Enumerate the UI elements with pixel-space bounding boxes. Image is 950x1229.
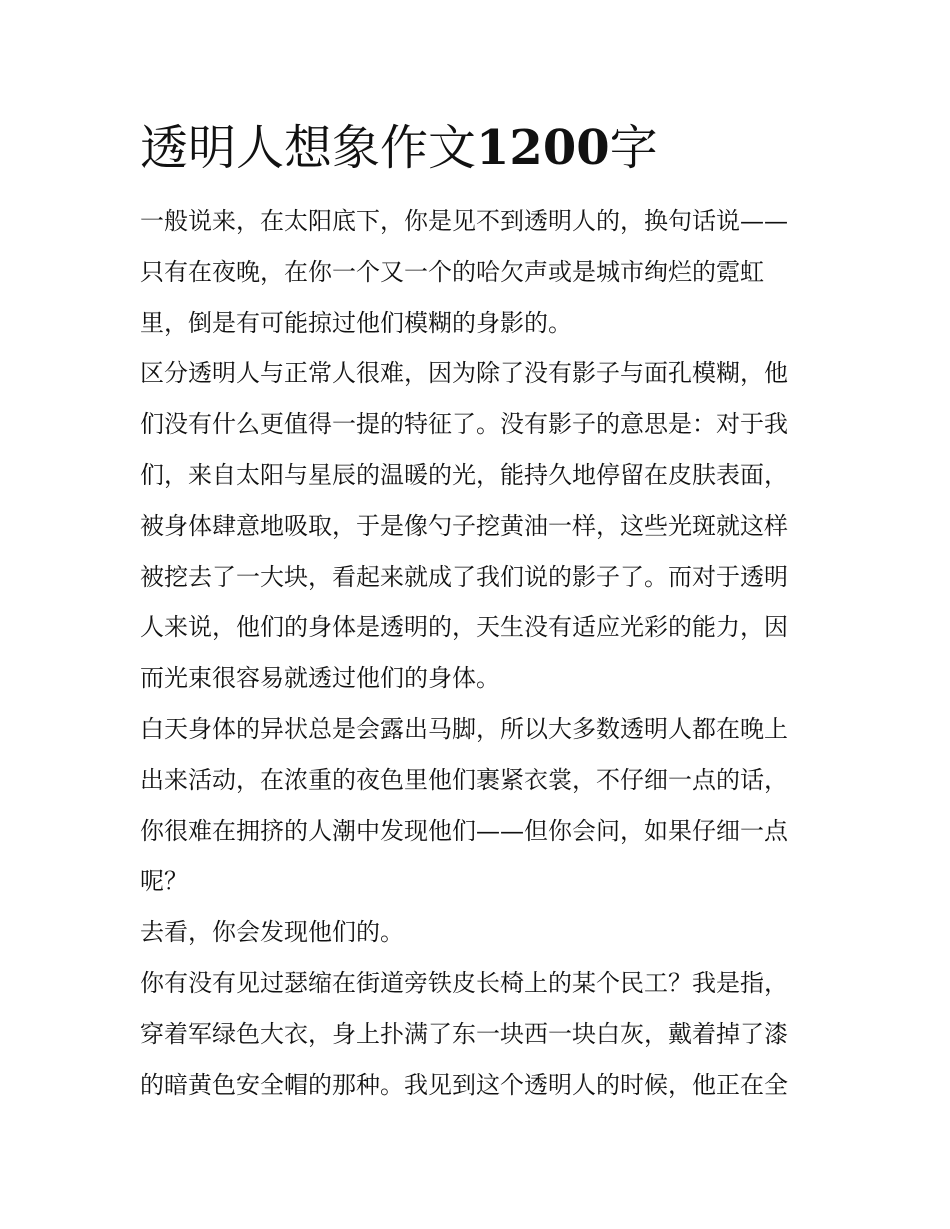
text-line: 一般说来，在太阳底下，你是见不到透明人的，换句话说—— — [140, 207, 788, 235]
text-line: 白天身体的异状总是会露出马脚，所以大多数透明人都在晚上 — [140, 714, 788, 743]
text-line: 而光束很容易就透过他们的身体。 — [140, 664, 500, 693]
title-unit: 字 — [609, 120, 658, 176]
text-line: 里，倒是有可能掠过他们模糊的身影的。 — [140, 308, 572, 337]
text-line: 被挖去了一大块，看起来就成了我们说的影子了。而对于透明 — [140, 562, 788, 591]
title-number: 1200 — [476, 120, 610, 176]
text-line: 被身体肆意地吸取，于是像勺子挖黄油一样，这些光斑就这样 — [140, 511, 788, 540]
text-line: 人来说，他们的身体是透明的，天生没有适应光彩的能力，因 — [140, 613, 788, 642]
text-line: 你有没有见过瑟缩在街道旁铁皮长椅上的某个民工？我是指， — [140, 968, 788, 997]
text-line: 穿着军绿色大衣，身上扑满了东一块西一块白灰，戴着掉了漆 — [140, 1019, 788, 1048]
text-line: 你很难在拥挤的人潮中发现他们——但你会问，如果仔细一点 — [140, 816, 788, 845]
text-line: 出来活动，在浓重的夜色里他们裹紧衣裳，不仔细一点的话， — [140, 765, 788, 794]
document-body — [140, 196, 812, 1116]
text-line: 们，来自太阳与星辰的温暖的光，能持久地停留在皮肤表面， — [140, 460, 788, 489]
document-title — [140, 112, 658, 184]
text-line: 们没有什么更值得一提的特征了。没有影子的意思是：对于我 — [140, 410, 788, 439]
text-line: 呢？ — [140, 867, 188, 896]
text-line: 区分透明人与正常人很难，因为除了没有影子与面孔模糊，他 — [140, 359, 788, 388]
title-text: 透明人想象作文 — [140, 120, 477, 176]
text-line: 去看，你会发现他们的。 — [140, 918, 404, 947]
text-line: 只有在夜晚，在你一个又一个的哈欠声或是城市绚烂的霓虹 — [140, 257, 764, 286]
text-line: 的暗黄色安全帽的那种。我见到这个透明人的时候，他正在全 — [140, 1070, 788, 1099]
